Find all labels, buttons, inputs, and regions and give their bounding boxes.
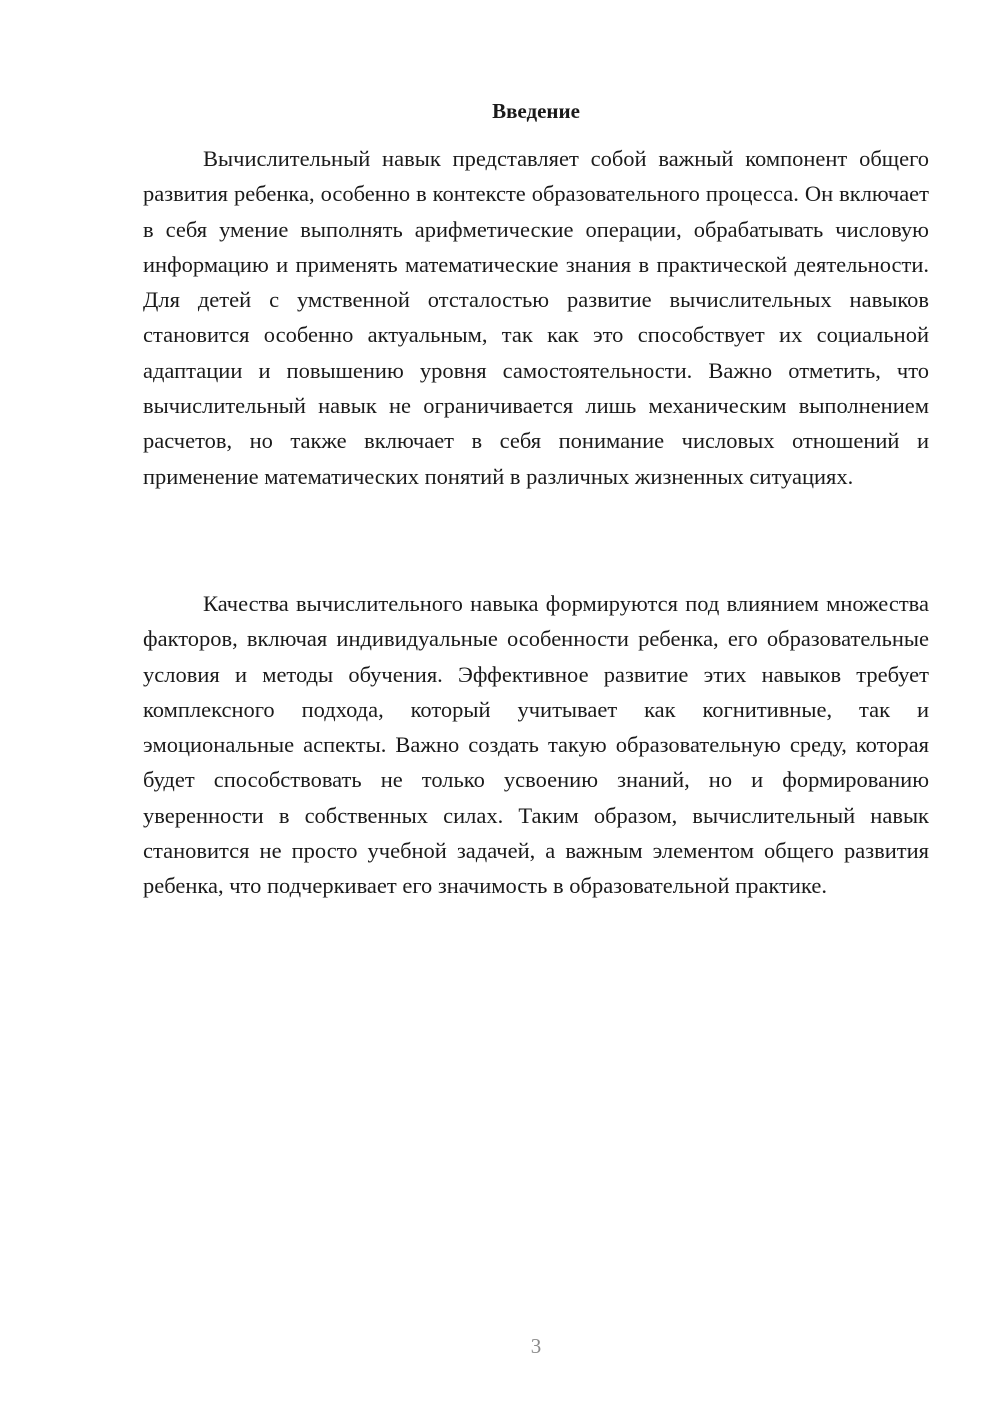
section-heading: Введение: [492, 99, 580, 123]
page-number: 3: [530, 1334, 542, 1358]
body-paragraph-1: Вычислительный навык представляет собой важный компонент общего развития ребенка, особенно в контексте образовательного процесса. Он включает в себя умение выполнять арифметические операции, обрабатывать числовую информацию и применять математические знания в практической деятельности. Для детей с умственной отсталостью развитие вычислительных навыков становится особенно актуальным, так как это способствует их социальной адаптации и повышению уровня самостоятельности. Важно отметить, что вычислительный навык не ограничивается лишь механическим выполнением расчетов, но также включает в себя понимание числовых отношений и применение математических понятий в различных жизненных ситуациях.: [143, 146, 929, 489]
body-paragraph-2: Качества вычислительного навыка формируются под влиянием множества факторов, включая индивидуальные особенности ребенка, его образовательные условия и методы обучения. Эффективное развитие этих навыков требует комплексного подхода, который учитывает как когнитивные, так и эмоциональные аспекты. Важно создать такую образовательную среду, которая будет способствовать не только усвоению знаний, но и формированию уверенности в собственных силах. Таким образом, вычислительный навык становится не просто учебной задачей, а важным элементом общего развития ребенка, что подчеркивает его значимость в образовательной практике.: [143, 591, 929, 899]
